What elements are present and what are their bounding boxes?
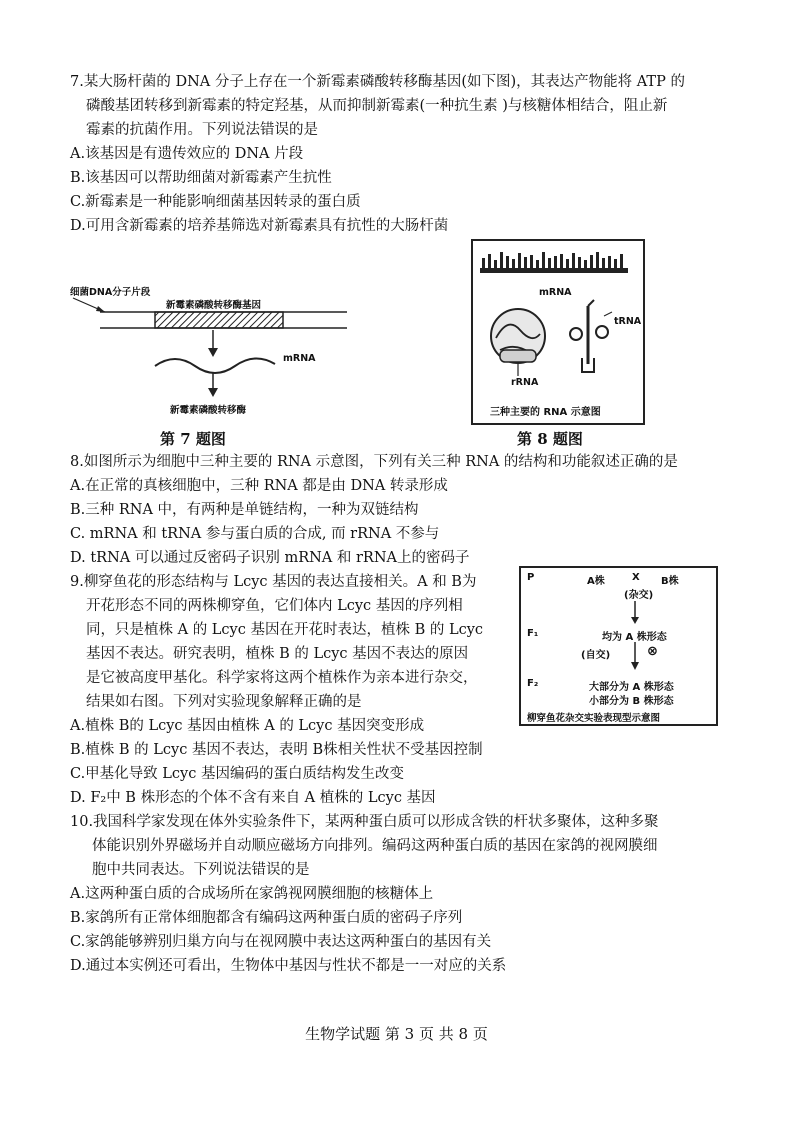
mrna-base-tick bbox=[548, 258, 551, 268]
q9-stem-line-6: 结果如右图。下列对实验现象解释正确的是 bbox=[86, 694, 362, 710]
mrna-base-tick bbox=[596, 252, 599, 268]
fig9-f2-label: F₂ bbox=[527, 678, 539, 689]
mrna-diagram bbox=[482, 252, 623, 268]
fig9-self-symbol: ⊗ bbox=[647, 644, 658, 659]
mrna-base-tick bbox=[602, 258, 605, 268]
mrna-base-tick bbox=[572, 253, 575, 268]
figure-8-rrna-label: rRNA bbox=[511, 377, 539, 388]
q10-option-b: B.家鸽所有正常体细胞都含有编码这两种蛋白质的密码子序列 bbox=[70, 910, 463, 926]
q10-stem-line-2: 体能识别外界磁场并自动顺应磁场方向排列。编码这两种蛋白质的基因在家鸽的视网膜细 bbox=[92, 838, 658, 854]
q7-stem-line-2: 磷酸基团转移到新霉素的特定羟基，从而抑制新霉素(一种抗生素 )与核糖体相结合，阻止新 bbox=[86, 98, 668, 114]
figure-8-diagram bbox=[470, 238, 648, 428]
figure-8-caption: 第 8 题图 bbox=[517, 430, 583, 448]
q10-option-d: D.通过本实例还可看出，生物体中基因与性状不都是一一对应的关系 bbox=[70, 958, 507, 974]
mrna-base-tick bbox=[608, 256, 611, 268]
mrna-base-tick bbox=[500, 252, 503, 268]
mrna-base-tick bbox=[554, 256, 557, 268]
figure-8-trna-label: tRNA bbox=[614, 316, 642, 327]
q7-stem-line-3: 霉素的抗菌作用。下列说法错误的是 bbox=[86, 122, 318, 138]
q9-stem-line-1: 9.柳穿鱼花的形态结构与 Lcyc 基因的表达直接相关。A 和 B为 bbox=[70, 574, 477, 590]
figure-7-caption: 第 7 题图 bbox=[160, 430, 226, 448]
q9-option-c: C.甲基化导致 Lcyc 基因编码的蛋白质结构发生改变 bbox=[70, 766, 404, 782]
mrna-base-tick bbox=[482, 258, 485, 268]
gene-segment bbox=[155, 312, 283, 328]
q7-option-b: B.该基因可以帮助细菌对新霉素产生抗性 bbox=[70, 170, 332, 186]
trna-shape bbox=[570, 300, 612, 372]
q9-option-d: D. F₂中 B 株形态的个体不含有来自 A 植株的 Lcyc 基因 bbox=[70, 790, 436, 806]
mrna-base-tick bbox=[530, 255, 533, 268]
q9-stem-line-4: 基因不表达。研究表明，植株 B 的 Lcyc 基因不表达的原因 bbox=[86, 646, 469, 662]
figure-9 bbox=[519, 566, 718, 726]
arrow-down-icon bbox=[629, 601, 641, 625]
q8-stem-line-1: 8.如图所示为细胞中三种主要的 RNA 示意图，下列有关三种 RNA 的结构和功能叙述正确的是 bbox=[70, 454, 678, 470]
mrna-base-tick bbox=[518, 253, 521, 268]
mrna-base-tick bbox=[506, 256, 509, 268]
fig9-self-note: (自交) bbox=[581, 650, 611, 661]
mrna-base-tick bbox=[524, 257, 527, 268]
q7-option-c: C.新霉素是一种能影响细菌基因转录的蛋白质 bbox=[70, 194, 361, 210]
q10-stem-line-3: 胞中共同表达。下列说法错误的是 bbox=[92, 862, 310, 878]
mrna-base-tick bbox=[584, 260, 587, 268]
mrna-base-tick bbox=[512, 259, 515, 268]
figure-7-gene-label: 新霉素磷酸转移酶基因 bbox=[166, 300, 262, 311]
fig9-f2-result-1: 大部分为 A 株形态 bbox=[589, 682, 674, 693]
fig9-f2-result-2: 小部分为 B 株形态 bbox=[589, 696, 674, 707]
q8-option-d: D. tRNA 可以通过反密码子识别 mRNA 和 rRNA上的密码子 bbox=[70, 550, 470, 566]
fig9-cross-symbol: X bbox=[632, 572, 640, 583]
mrna-base-tick bbox=[560, 254, 563, 268]
q10-option-c: C.家鸽能够辨别归巢方向与在视网膜中表达这两种蛋白的基因有关 bbox=[70, 934, 492, 950]
q7-option-d: D.可用含新霉素的培养基筛选对新霉素具有抗性的大肠杆菌 bbox=[70, 218, 449, 234]
arrow-down-icon bbox=[629, 642, 641, 672]
q9-option-a: A.植株 B的 Lcyc 基因由植株 A 的 Lcyc 基因突变形成 bbox=[70, 718, 425, 734]
figure-7-dna-label: 细菌DNA分子片段 bbox=[70, 287, 151, 298]
fig9-p-label: P bbox=[527, 572, 535, 583]
q9-stem-line-2: 开花形态不同的两株柳穿鱼，它们体内 Lcyc 基因的序列相 bbox=[86, 598, 463, 614]
q8-option-a: A.在正常的真核细胞中，三种 RNA 都是由 DNA 转录形成 bbox=[70, 478, 448, 494]
figure-8-title: 三种主要的 RNA 示意图 bbox=[490, 407, 601, 418]
q8-option-b: B.三种 RNA 中，有两种是单链结构，一种为双链结构 bbox=[70, 502, 419, 518]
page-footer: 生物学试题 第 3 页 共 8 页 bbox=[305, 1025, 488, 1043]
fig9-cross-note: (杂交) bbox=[624, 590, 654, 601]
q7-stem-line-1: 7.某大肠杆菌的 DNA 分子上存在一个新霉素磷酸转移酶基因(如下图)，其表达产物能将 ATP 的 bbox=[70, 74, 685, 90]
fig9-b-plant: B株 bbox=[661, 576, 679, 587]
q7-option-a: A.该基因是有遗传效应的 DNA 片段 bbox=[70, 146, 304, 162]
mrna-base-tick bbox=[620, 254, 623, 268]
fig9-f1-label: F₁ bbox=[527, 628, 539, 639]
q10-option-a: A.这两种蛋白质的合成场所在家鸽视网膜细胞的核糖体上 bbox=[70, 886, 434, 902]
figure-7-mrna-label: mRNA bbox=[283, 353, 316, 364]
fig9-f1-result: 均为 A 株形态 bbox=[602, 632, 667, 643]
q8-option-c: C. mRNA 和 tRNA 参与蛋白质的合成, 而 rRNA 不参与 bbox=[70, 526, 440, 542]
arrow-down-icon bbox=[208, 388, 218, 397]
mrna-base-tick bbox=[614, 259, 617, 268]
mrna-base-tick bbox=[494, 260, 497, 268]
q9-stem-line-3: 同，只是植株 A 的 Lcyc 基因在开花时表达，植株 B 的 Lcyc bbox=[86, 622, 484, 638]
mrna-base-tick bbox=[536, 260, 539, 268]
mrna-base-tick bbox=[488, 254, 491, 268]
mrna-base-tick bbox=[566, 259, 569, 268]
q9-stem-line-5: 是它被高度甲基化。科学家将这两个植株作为亲本进行杂交， bbox=[86, 670, 478, 686]
figure-8-mrna-label: mRNA bbox=[539, 287, 572, 298]
mrna-base-tick bbox=[542, 252, 545, 268]
fig9-title: 柳穿鱼花杂交实验表现型示意图 bbox=[527, 713, 661, 724]
fig9-a-plant: A株 bbox=[587, 576, 605, 587]
mrna-base-tick bbox=[578, 257, 581, 268]
figure-7-product-label: 新霉素磷酸转移酶 bbox=[170, 405, 247, 416]
q9-option-b: B.植株 B 的 Lcyc 基因不表达，表明 B株相关性状不受基因控制 bbox=[70, 742, 483, 758]
arrow-down-icon bbox=[208, 348, 218, 357]
q10-stem-line-1: 10.我国科学家发现在体外实验条件下，某两种蛋白质可以形成含铁的杆状多聚体，这种多聚 bbox=[70, 814, 659, 830]
mrna-base-tick bbox=[590, 255, 593, 268]
mrna-strand bbox=[155, 358, 275, 373]
